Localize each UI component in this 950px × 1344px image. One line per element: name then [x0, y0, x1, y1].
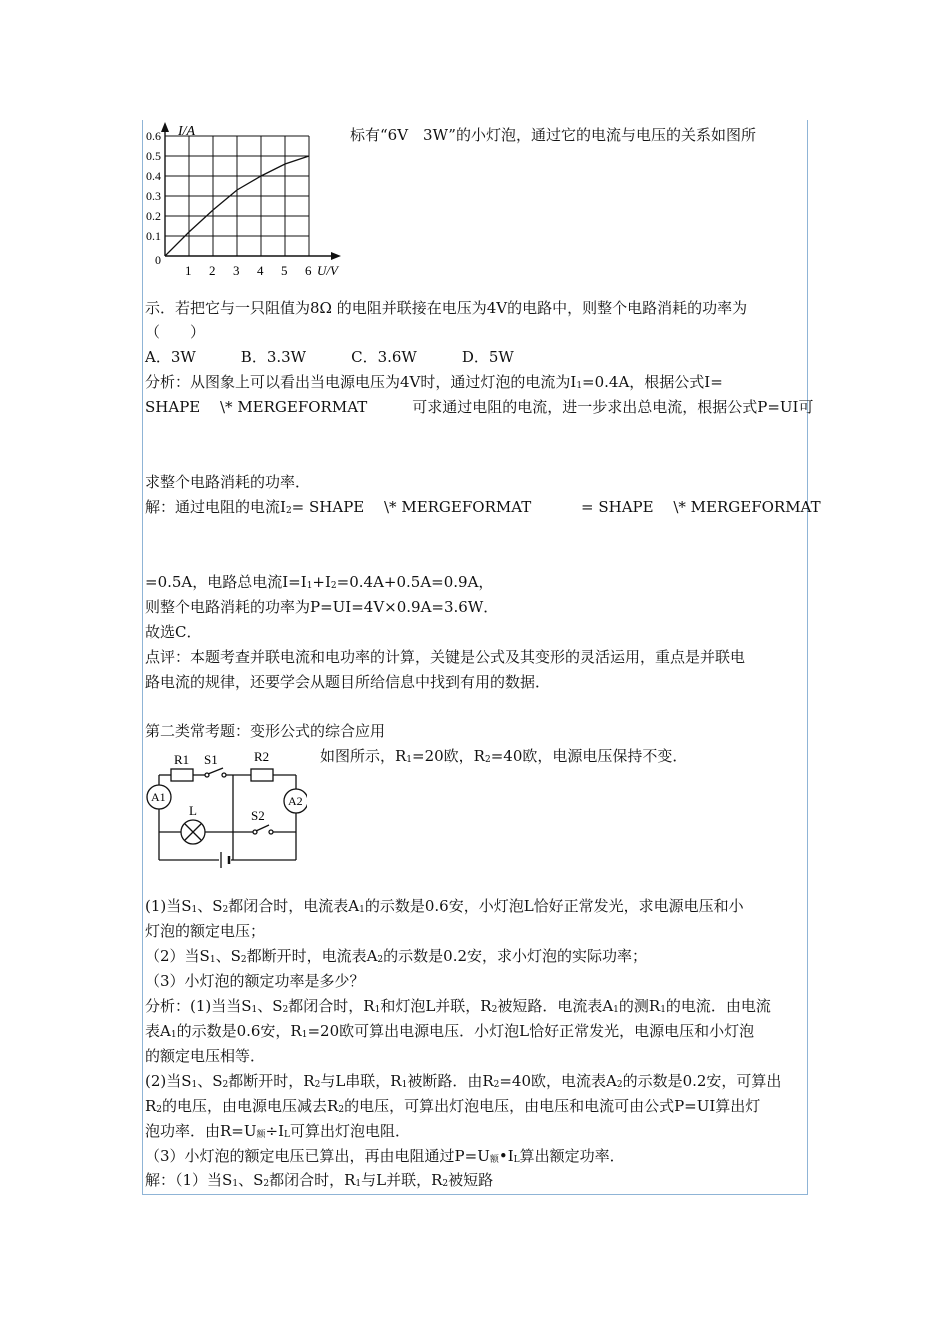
- q2-part3: （3）小灯泡的额定功率是多少？: [145, 972, 365, 990]
- q2-analysis-1a: 分析：(1)当当$S_1$、$S_2$都闭合时，$R_1$和灯泡L并联，$R_2$被短路．电流表$A_1$的测$R_1$的电流．由电流: [145, 997, 771, 1015]
- label-a1: A1: [151, 790, 166, 804]
- iu-graph: [145, 120, 350, 285]
- q2-analysis-1c: 的额定电压相等．: [145, 1047, 266, 1065]
- q1-answer: 故选C．: [145, 623, 202, 641]
- q2-analysis-3: （3）小灯泡的额定电压已算出，再由电阻通过$P=U_额•I_L$算出额定功率．: [145, 1147, 625, 1165]
- y-tick-labels: [146, 129, 161, 243]
- x-tick-label: 4: [257, 263, 264, 278]
- q2-part1-b: 灯泡的额定电压；: [145, 922, 266, 940]
- q1-solution-1: 解：通过电阻的电流$I_2=$ SHAPE \* MERGEFORMAT = SHAPE \* MERGEFORMAT: [145, 498, 821, 516]
- y-tick-label: 0.3: [146, 189, 161, 203]
- label-s1: S1: [204, 752, 218, 767]
- section2-title: 第二类常考题：变形公式的综合应用: [145, 722, 386, 740]
- q1-intro: 标有“6V 3W”的小灯泡，通过它的电流与电压的关系如图所: [350, 126, 756, 144]
- x-tick-label: 2: [209, 263, 216, 278]
- y-tick-label: 0.4: [146, 169, 161, 183]
- section2-intro: 如图所示，$R_1=20$欧，$R_2=40$欧，电源电压保持不变．: [320, 747, 688, 765]
- circuit-diagram: [145, 742, 307, 872]
- q2-part2: （2）当$S_1$、$S_2$都断开时，电流表$A_2$的示数是0.2安，求小灯泡的实际功率；: [145, 947, 648, 965]
- q2-analysis-1b: 表$A_1$的示数是0.6安，$R_1=20$欧可算出电源电压．小灯泡L恰好正常发光，电源电压和小灯泡: [145, 1022, 755, 1040]
- q1-solution-3: 则整个电路消耗的功率为P=UI=4V×0.9A=3.6W．: [145, 598, 499, 616]
- q1-line3: （ ）: [145, 323, 206, 341]
- q1-line2: 示．若把它与一只阻值为8Ω 的电阻并联接在电压为4V的电路中，则整个电路消耗的功率为: [145, 299, 748, 317]
- x-tick-labels: [185, 263, 312, 278]
- q1-comment-1: 点评：本题考查并联电流和电功率的计算，关键是公式及其变形的灵活运用，重点是并联电: [145, 648, 746, 666]
- q1-comment-2: 路电流的规律，还要学会从题目所给信息中找到有用的数据．: [145, 673, 551, 691]
- q2-analysis-2c: 泡功率．由$R=U_额\div I_L$可算出灯泡电阻．: [145, 1122, 411, 1140]
- x-tick-label: 1: [185, 263, 192, 278]
- graph-axes: [161, 122, 341, 260]
- q2-analysis-2b: $R_2$的电压，由电源电压减去$R_2$的电压，可算出灯泡电压，由电压和电流可由公式P=UI算出灯: [145, 1097, 761, 1115]
- origin-label: 0: [155, 253, 161, 267]
- y-axis-label: I/A: [178, 124, 196, 139]
- y-tick-label: 0.6: [146, 129, 161, 143]
- y-tick-label: 0.2: [146, 209, 161, 223]
- graph-grid: [165, 136, 309, 256]
- label-r2: R2: [254, 749, 270, 764]
- label-a2: A2: [288, 794, 303, 808]
- y-tick-label: 0.1: [146, 229, 161, 243]
- q2-solution: 解：（1）当$S_1$、$S_2$都闭合时，$R_1$与L并联，$R_2$被短路: [145, 1171, 494, 1189]
- label-s2: S2: [251, 808, 265, 823]
- x-tick-label: 6: [305, 263, 312, 278]
- x-tick-label: 3: [233, 263, 240, 278]
- q2-analysis-2a: (2)当$S_1$、$S_2$都断开时，$R_2$与L串联，$R_1$被断路．由$R_2=40$欧，电流表$A_2$的示数是0.2安，可算出: [145, 1072, 782, 1090]
- q1-analysis-1: 分析：从图象上可以看出当电源电压为4V时，通过灯泡的电流为$I_1=0.4A$，根据公式I=: [145, 373, 723, 391]
- y-tick-label: 0.5: [146, 149, 161, 163]
- q1-analysis-2: SHAPE \* MERGEFORMAT 可求通过电阻的电流，进一步求出总电流，根据公式P=UI可: [145, 398, 814, 416]
- r1-resistor: [171, 769, 193, 781]
- q1-analysis-3: 求整个电路消耗的功率．: [145, 473, 311, 491]
- q1-options: A．3W B．3.3W C．3.6W D．5W: [145, 348, 514, 366]
- q2-part1-a: (1)当$S_1$、$S_2$都闭合时，电流表$A_1$的示数是0.6安，小灯泡L恰好正常发光，求电源电压和小: [145, 897, 744, 915]
- label-l: L: [189, 803, 197, 818]
- q1-solution-2: =0.5A，电路总电流$I=I_1+I_2=0.4A+0.5A=0.9A$，: [145, 573, 494, 591]
- r2-resistor: [251, 769, 273, 781]
- x-axis-label: U/V: [317, 263, 338, 278]
- x-tick-label: 5: [281, 263, 288, 278]
- label-r1: R1: [174, 752, 190, 767]
